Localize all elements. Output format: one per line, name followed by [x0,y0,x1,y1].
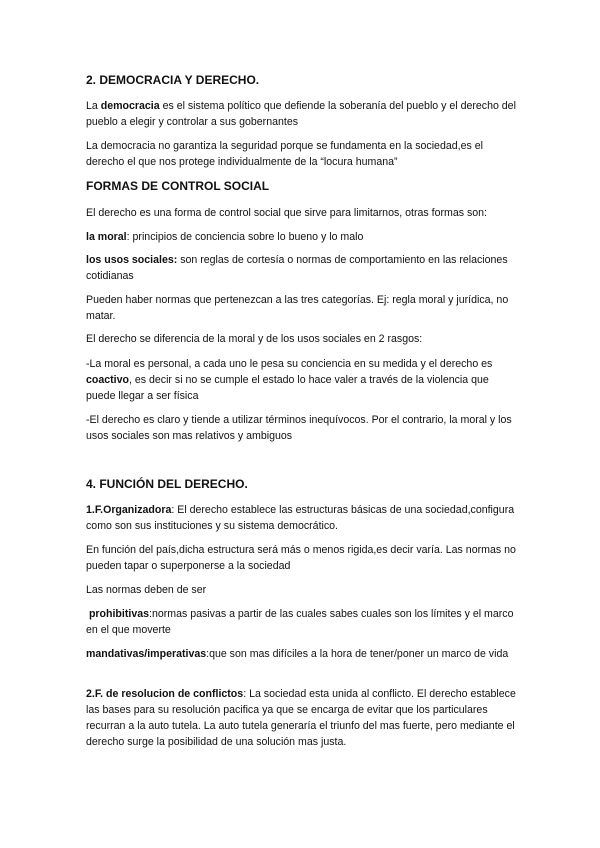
section-4-title: 4. FUNCIÓN DEL DERECHO. [86,477,248,491]
conflictos-term: 2.F. de resolucion de conflictos [86,688,244,700]
rasgo-coactivo-paragraph: -La moral es personal, a cada uno le pesa su conciencia en su medida y el derecho es coactivo, es decir si no se cumple el estado lo hace valer a través de la violencia que puede llegar a ser física [86,358,493,402]
mandativas-paragraph: mandativas/imperativas:que son mas difíciles a la hora de tener/poner un marco de vida [86,648,509,660]
coactivo-term: coactivo [86,374,129,386]
control-social-title: FORMAS DE CONTROL SOCIAL [86,179,270,193]
conflictos-paragraph: 2.F. de resolucion de conflictos: La sociedad esta unida al conflicto. El derecho establece las bases para su resolución pacifica ya que se encarga de evitar que los particulares recurran a la auto tutela. La auto tutela generaría el triunfo del mas fuerte, pero mediante el derecho surge la posibilidad de una solución mas justa. [86,688,516,748]
organizadora-paragraph: 1.F.Organizadora: El derecho establece las estructuras básicas de una sociedad,configura como son sus instituciones y su sistema democrático. [86,504,515,532]
moral-paragraph: la moral: principios de conciencia sobre lo bueno y lo malo [86,231,364,243]
organizadora-term: 1.F.Organizadora [86,504,172,516]
section-2-title: 2. DEMOCRACIA Y DERECHO. [86,73,260,87]
rasgo-claro-paragraph: -El derecho es claro y tiende a utilizar términos inequívocos. Por el contrario, la moral y los usos sociales son mas relativos y ambiguos [86,414,512,442]
seguridad-paragraph: La democracia no garantiza la seguridad porque se fundamenta en la sociedad,es el derecho el que nos protege individualmente de la “locura humana” [86,140,483,168]
moral-term: la moral [86,231,127,243]
normas-deben-paragraph: Las normas deben de ser [86,584,207,596]
normas-categorias-paragraph: Pueden haber normas que pertenezcan a las tres categorías. Ej: regla moral y jurídica, no matar. [86,294,509,322]
mandativas-term: mandativas/imperativas [86,648,207,660]
democracia-term: democracia [100,100,160,112]
rasgos-paragraph: El derecho se diferencia de la moral y de los usos sociales en 2 rasgos: [86,333,423,345]
pais-paragraph: En función del país,dicha estructura será más o menos rigida,es decir varía. Las normas no pueden tapar o superponerse a la sociedad [86,544,516,572]
prohibitivas-paragraph: prohibitivas:normas pasivas a partir de las cuales sabes cuales son los límites y el marco en el que moverte [86,608,514,636]
prohibitivas-term: prohibitivas [88,608,149,620]
democracia-paragraph: La democracia es el sistema político que defiende la soberanía del pueblo y el derecho del pueblo a elegir y controlar a sus gobernantes [86,100,516,128]
control-social-intro: El derecho es una forma de control social que sirve para limitarnos, otras formas son: [86,207,487,219]
usos-sociales-paragraph: los usos sociales: son reglas de cortesía o normas de comportamiento en las relaciones cotidianas [86,254,508,282]
usos-sociales-term: los usos sociales: [86,254,178,266]
